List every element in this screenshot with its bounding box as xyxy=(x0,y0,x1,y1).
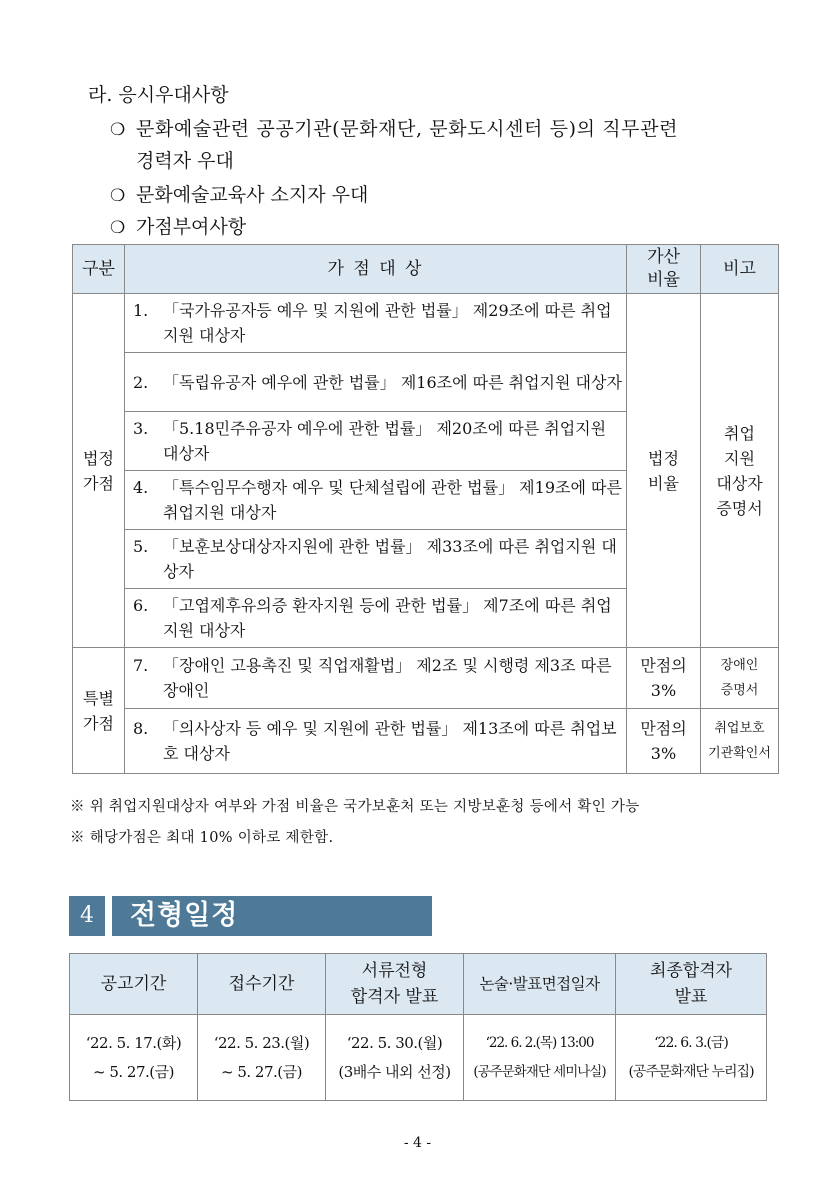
special-category-cell xyxy=(73,648,125,774)
circle-bullet-icon: ❍ xyxy=(110,218,126,238)
legal-remark-line4: 증명서 xyxy=(716,498,763,518)
header-line1: 접수기간 xyxy=(228,974,295,994)
item-number: 7. xyxy=(133,656,149,675)
schedule-header-application xyxy=(198,954,326,1015)
item-number: 6. xyxy=(133,596,149,615)
bullet-3-text: 가점부여사항 xyxy=(136,216,247,238)
special-ratio-cell-7 xyxy=(627,648,701,709)
item-number: 8. xyxy=(133,719,149,738)
schedule-header-document-result xyxy=(326,954,464,1015)
item-text: 「보훈보상대상자지원에 관한 법률」 제33조에 따른 취업지원 대상자 xyxy=(163,537,617,581)
circle-bullet-icon: ❍ xyxy=(110,120,126,140)
section-title: 전형일정 xyxy=(112,896,432,936)
table-row xyxy=(73,709,779,774)
header-category: 구분 xyxy=(73,245,125,294)
header-target: 가 점 대 상 xyxy=(125,245,627,294)
bullet-item-1 xyxy=(110,114,678,141)
bullet-1-text-line1: 문화예술관련 공공기관(문화재단, 문화도시센터 등)의 직무관련 xyxy=(136,118,679,140)
header-ratio xyxy=(627,245,701,294)
header-line2: 합격자 발표 xyxy=(350,987,439,1007)
special-ratio-8-line1: 만점의 xyxy=(640,719,687,738)
item-number: 4. xyxy=(133,478,149,497)
special-category-line1: 특별 xyxy=(83,688,114,708)
bullet-item-2 xyxy=(110,180,368,207)
item-text: 「국가유공자등 예우 및 지원에 관한 법률」 제29조에 따른 취업지원 대상자 xyxy=(163,301,612,345)
cell-line1: ‘22. 5. 23.(월) xyxy=(213,1033,310,1052)
legal-remark-cell xyxy=(701,294,779,648)
schedule-row xyxy=(70,1015,767,1101)
legal-remark-line2: 지원 xyxy=(724,448,755,468)
legal-category-line2: 가점 xyxy=(83,473,114,493)
header-line1: 최종합격자 xyxy=(649,961,733,981)
item-number: 1. xyxy=(133,301,149,320)
special-remark-cell-7 xyxy=(701,648,779,709)
section-number-badge: 4 xyxy=(69,896,105,936)
special-category-line2: 가점 xyxy=(83,713,114,733)
cell-line2: (공주문화재단 누리집) xyxy=(628,1063,754,1080)
header-line2: 발표 xyxy=(674,987,708,1007)
item-text: 「장애인 고용촉진 및 직업재활법」 제2조 및 시행령 제3조 따른 장애인 xyxy=(163,656,612,700)
schedule-cell-interview xyxy=(464,1015,616,1101)
legal-category-line1: 법정 xyxy=(83,448,114,468)
legal-ratio-line1: 법정 xyxy=(648,448,679,468)
special-ratio-7-line1: 만점의 xyxy=(640,656,687,675)
header-line1: 공고기간 xyxy=(100,974,167,994)
cell-line1: ‘22. 6. 3.(금) xyxy=(654,1034,728,1051)
cell-line2: (3배수 내외 선정) xyxy=(338,1062,451,1081)
bullet-2-text: 문화예술교육사 소지자 우대 xyxy=(136,184,369,206)
item-text: 「독립유공자 예우에 관한 법률」 제16조에 따른 취업지원 대상자 xyxy=(163,372,622,392)
schedule-cell-final-result xyxy=(616,1015,767,1101)
schedule-header-final-result xyxy=(616,954,767,1015)
special-item-7 xyxy=(125,648,627,709)
table-row xyxy=(73,648,779,709)
legal-item-6 xyxy=(125,589,627,648)
schedule-header-row xyxy=(70,954,767,1015)
schedule-table xyxy=(69,953,767,1101)
bullet-item-3 xyxy=(110,212,246,239)
item-text: 「고엽제후유의증 환자지원 등에 관한 법률」 제7조에 따른 취업지원 대상자 xyxy=(163,596,612,640)
item-text: 「특수임무수행자 예우 및 단체설립에 관한 법률」 제19조에 따른 취업지원 대상자 xyxy=(163,478,622,522)
schedule-header-announcement xyxy=(70,954,198,1015)
special-remark-7-line2: 증명서 xyxy=(720,683,759,698)
special-ratio-7-line2: 3% xyxy=(650,681,677,700)
section-heading: 라. 응시우대사항 xyxy=(88,84,229,106)
schedule-header-interview xyxy=(464,954,616,1015)
header-line1: 서류전형 xyxy=(361,961,428,981)
item-text: 「5.18민주유공자 예우에 관한 법률」 제20조에 따른 취업지원 대상자 xyxy=(163,419,607,463)
header-ratio-line1: 가산 xyxy=(647,247,680,267)
cell-line1: ‘22. 6. 2.(목) 13:00 xyxy=(485,1034,594,1051)
legal-remark-line1: 취업 xyxy=(724,423,755,443)
note-2: ※ 해당가점은 최대 10% 이하로 제한함. xyxy=(70,830,334,846)
header-ratio-line2: 비율 xyxy=(647,270,680,290)
bonus-table-header-row xyxy=(73,245,779,294)
note-1: ※ 위 취업지원대상자 여부와 가점 비율은 국가보훈처 또는 지방보훈청 등에서 확인 가능 xyxy=(70,799,640,815)
schedule-cell-document-result xyxy=(326,1015,464,1101)
special-ratio-8-line2: 3% xyxy=(650,744,677,763)
special-remark-8-line1: 취업보호 xyxy=(714,721,765,736)
item-number: 5. xyxy=(133,537,149,556)
legal-item-2 xyxy=(125,353,627,412)
cell-line2: ~ 5. 27.(금) xyxy=(93,1062,174,1081)
circle-bullet-icon: ❍ xyxy=(110,186,126,206)
cell-line2: ~ 5. 27.(금) xyxy=(221,1062,302,1081)
header-line1: 논술·발표면접일자 xyxy=(479,975,600,993)
legal-item-1 xyxy=(125,294,627,353)
item-number: 2. xyxy=(133,372,149,392)
page-number: - 4 - xyxy=(403,1135,432,1151)
legal-item-3 xyxy=(125,412,627,471)
table-row xyxy=(73,294,779,353)
cell-line1: ‘22. 5. 17.(화) xyxy=(85,1033,182,1052)
legal-category-cell xyxy=(73,294,125,648)
bullet-1-text-line2: 경력자 우대 xyxy=(136,150,234,172)
special-ratio-cell-8 xyxy=(627,709,701,774)
special-item-8 xyxy=(125,709,627,774)
schedule-cell-application xyxy=(198,1015,326,1101)
legal-item-4 xyxy=(125,471,627,530)
special-remark-cell-8 xyxy=(701,709,779,774)
cell-line2: (공주문화재단 세미나실) xyxy=(473,1063,606,1080)
legal-ratio-line2: 비율 xyxy=(648,473,679,493)
header-remark: 비고 xyxy=(701,245,779,294)
special-remark-8-line2: 기관확인서 xyxy=(708,746,771,761)
special-remark-7-line1: 장애인 xyxy=(720,658,759,673)
cell-line1: ‘22. 5. 30.(월) xyxy=(346,1033,443,1052)
bonus-points-table xyxy=(72,244,779,774)
legal-item-5 xyxy=(125,530,627,589)
legal-remark-line3: 대상자 xyxy=(716,473,763,493)
legal-ratio-cell xyxy=(627,294,701,648)
item-text: 「의사상자 등 예우 및 지원에 관한 법률」 제13조에 따른 취업보호 대상자 xyxy=(163,719,617,763)
item-number: 3. xyxy=(133,419,149,438)
schedule-cell-announcement xyxy=(70,1015,198,1101)
